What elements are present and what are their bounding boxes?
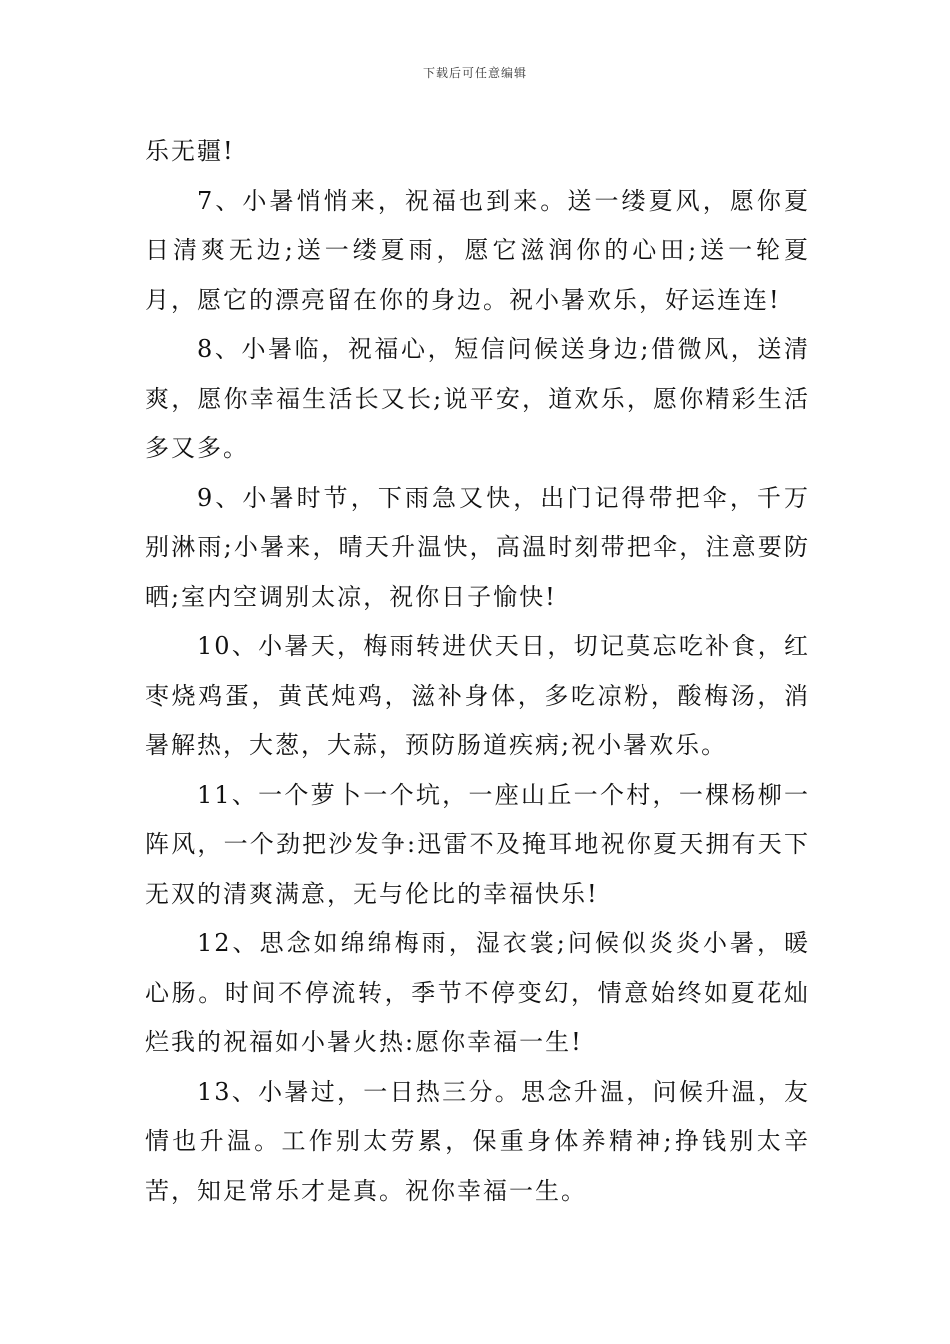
paragraph-item-7: 7、小暑悄悄来，祝福也到来。送一缕夏风，愿你夏日清爽无边;送一缕夏雨，愿它滋润你的心田;送一轮夏月，愿它的漂亮留在你的身边。祝小暑欢乐，好运连连! [145, 186, 810, 314]
document-body [145, 127, 810, 1216]
paragraph-item-11: 11、一个萝卜一个坑，一座山丘一个村，一棵杨柳一阵风，一个劲把沙发争:迅雷不及掩耳地祝你夏天拥有天下无双的清爽满意，无与伦比的幸福快乐! [145, 780, 810, 908]
paragraph-item-10: 10、小暑天，梅雨转进伏天日，切记莫忘吃补食，红枣烧鸡蛋，黄芪炖鸡，滋补身体，多吃凉粉，酸梅汤，消暑解热，大葱，大蒜，预防肠道疾病;祝小暑欢乐。 [145, 632, 810, 759]
paragraph-item-8: 8、小暑临，祝福心，短信问候送身边;借微风，送清爽，愿你幸福生活长又长;说平安，道欢乐，愿你精彩生活多又多。 [145, 335, 810, 462]
page-header: 下载后可任意编辑 [422, 66, 527, 80]
paragraph-continuation: 乐无疆! [145, 137, 235, 165]
paragraph-item-13: 13、小暑过，一日热三分。思念升温，问候升温，友情也升温。工作别太劳累，保重身体养精神;挣钱别太辛苦，知足常乐才是真。祝你幸福一生。 [145, 1077, 810, 1205]
paragraph-item-9: 9、小暑时节，下雨急又快，出门记得带把伞，千万别淋雨;小暑来，晴天升温快，高温时刻带把伞，注意要防晒;室内空调别太凉，祝你日子愉快! [145, 483, 810, 611]
paragraph-item-12: 12、思念如绵绵梅雨，湿衣裳;问候似炎炎小暑，暖心肠。时间不停流转，季节不停变幻，情意始终如夏花灿烂我的祝福如小暑火热:愿你幸福一生! [145, 929, 810, 1056]
